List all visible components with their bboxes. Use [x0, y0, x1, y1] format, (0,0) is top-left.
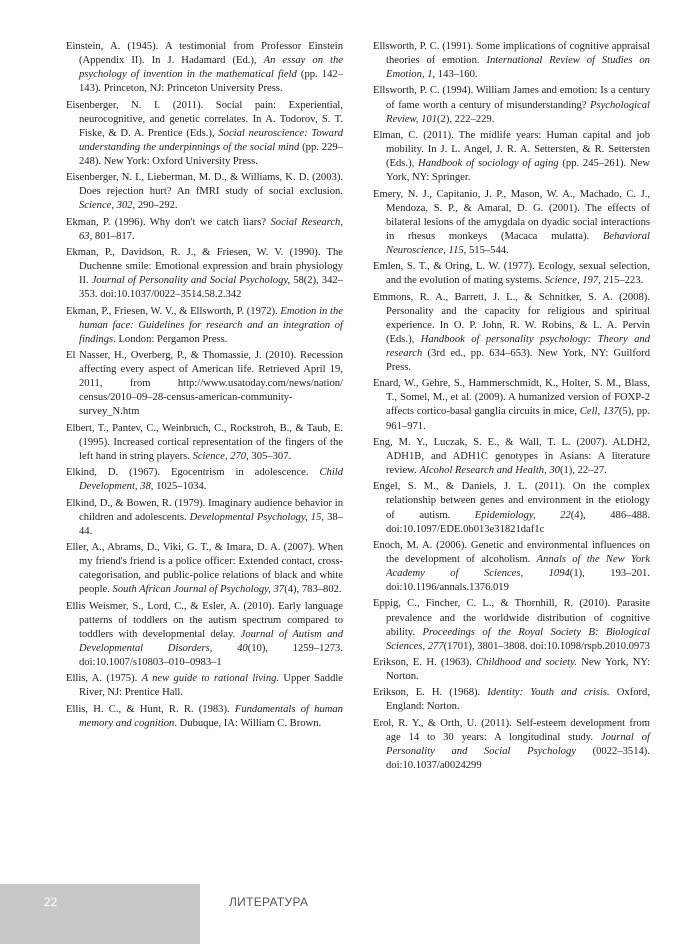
reference-pre: Emmons, R. A., Barrett, J. L., & Schnitker, S. A. (2008). Personality and the capacity for religious and spiritual experience. In O. P. John, R. W. Robins, & L. A. Pervin (Eds.),	[373, 291, 650, 345]
reference-entry	[66, 349, 343, 419]
reference-em: Epidemiology, 22	[474, 509, 571, 521]
reference-em: Fundamentals of human memory and cognition	[79, 703, 343, 729]
reference-entry	[66, 422, 343, 464]
reference-em: Child Development, 38	[79, 467, 343, 493]
reference-entry	[373, 129, 650, 185]
reference-pre: Erikson, E. H. (1968).	[373, 687, 488, 699]
reference-entry	[373, 656, 650, 684]
page-footer	[0, 884, 700, 944]
reference-pre: Ellis, H. C., & Hunt, R. R. (1983).	[66, 703, 235, 715]
reference-entry	[66, 541, 343, 597]
reference-post: , 215–223.	[598, 275, 644, 287]
reference-post: (1), 22–27.	[559, 465, 607, 477]
reference-entry	[66, 305, 343, 347]
reference-pre: Ekman, P., Friesen, W. V., & Ellsworth, P. (1972).	[66, 305, 281, 317]
reference-em: Handbook of sociology of aging	[418, 158, 559, 170]
reference-pre: Ellsworth, P. C. (1994). William James and emotion: Is a century of fame worth a century of misunderstanding?	[373, 85, 650, 111]
reference-post: Upper Saddle River, NJ: Prentice Hall.	[79, 673, 344, 699]
reference-pre: Elkind, D., & Bowen, R. (1979). Imaginary audience behavior in children and adolescents.	[66, 497, 343, 523]
reference-pre: Ellis, A. (1975).	[66, 673, 142, 685]
reference-post: (0022–3514). doi:10.1037/a0024299	[386, 745, 650, 772]
reference-entry	[66, 466, 343, 494]
reference-column-right	[373, 40, 650, 860]
reference-em: Annals of the New York Academy of Sciences, 1094	[386, 553, 651, 580]
reference-entry	[373, 260, 650, 288]
reference-post: New York, NY: Norton.	[386, 657, 651, 683]
reference-entry	[373, 40, 650, 82]
reference-post: , 515–544.	[463, 244, 509, 256]
reference-entry	[66, 99, 343, 169]
reference-entry	[373, 84, 650, 126]
reference-pre: Enard, W., Gehre, S., Hammerschmidt, K., Holter, S. M., Blass, T., Somel, M., et al. (2009). A humanized version of FOXP-2 affects cortico-basal ganglia circuits in mice,	[373, 378, 650, 418]
page-number-box	[0, 884, 200, 944]
section-title: ЛИТЕРАТУРА	[229, 895, 309, 909]
reference-pre: Eisenberger, N. I., Lieberman, M. D., & Williams, K. D. (2003). Does rejection hurt? An fMRI study of social exclusion.	[66, 172, 343, 198]
reference-pre: Enoch, M. A. (2006). Genetic and environmental influences on the development of alcoholism.	[373, 539, 650, 565]
reference-post: (pp. 229–248). New York: Oxford University Press.	[79, 141, 343, 167]
reference-em: Journal of Personality and Social Psychology	[386, 731, 650, 757]
reference-em: An essay on the psychology of invention in the mathematical field	[79, 55, 343, 81]
reference-pre: Ellsworth, P. C. (1991). Some implications of cognitive appraisal theories of emotion.	[373, 41, 650, 67]
reference-entry	[373, 539, 650, 595]
reference-post: , 1025–1034.	[150, 481, 207, 493]
reference-post: . Dubuque, IA: William C. Brown.	[174, 717, 322, 729]
reference-pre: Eng, M. Y., Luczak, S. E., & Wall, T. L. (2007). ALDH2, ADH1B, and ADH1C genotypes in Asians: A literature review.	[373, 436, 650, 477]
reference-pre: El Nasser, H., Overberg, P., & Thomassie, J. (2010). Recession affecting every aspect of American life. Retrieved April 19, 2011, from http://www.usatoday.com/news/nation/ census/2010–09–28-census-american-community-survey_N.htm	[66, 350, 343, 418]
reference-pre: Erol, R. Y., & Orth, U. (2011). Self-esteem development from age 14 to 30 years: A longitudinal study.	[373, 717, 650, 743]
reference-entry	[373, 686, 650, 714]
reference-em: Identity: Youth and crisis.	[487, 687, 610, 699]
reference-em: Cell, 137	[579, 406, 619, 418]
reference-pre: Elman, C. (2011). The midlife years: Human capital and job mobility. In J. L. Angel, J. R. A. Settersten, & R. Settersten (Eds.),	[373, 129, 650, 170]
reference-em: Social neuroscience: Toward understanding the underpinnings of the social mind	[79, 127, 343, 153]
reference-post: 58(2), 342–353. doi:10.1037/0022–3514.58.2.342	[79, 275, 343, 301]
reference-pre: Ekman, P. (1996). Why don't we catch liars?	[66, 216, 271, 228]
reference-em: Science, 302	[79, 200, 133, 212]
reference-post: , 801–817.	[89, 230, 135, 242]
reference-post: (2), 222–229.	[437, 113, 495, 125]
reference-post: (4), 486–488. doi:10.1097/EDE.0b013e31821daf1c	[386, 509, 650, 535]
reference-pre: Elkind, D. (1967). Egocentrism in adolescence.	[66, 467, 320, 479]
reference-post: , 290–292.	[132, 200, 178, 212]
reference-pre: Eller, A., Abrams, D., Viki, G. T., & Imara, D. A. (2007). When my friend's friend is a police officer: Extended contact, cross-categorisation, and public-police relations of black and white people.	[66, 542, 343, 596]
reference-entry	[373, 597, 650, 653]
reference-entry	[373, 291, 650, 376]
reference-entry	[66, 672, 343, 700]
reference-post: (1), 193–201. doi:10.1196/annals.1376.019	[386, 568, 650, 594]
reference-em: Developmental Psychology, 15	[189, 511, 322, 523]
reference-post: (5), pp. 961–971.	[386, 406, 650, 432]
reference-entry	[373, 377, 650, 433]
reference-entry	[66, 216, 343, 244]
reference-pre: Eppig, C., Fincher, C. L., & Thornhill, R. (2010). Parasite prevalence and the worldwide distribution of cognitive ability.	[373, 598, 650, 638]
reference-em: Alcohol Research and Health, 30	[419, 465, 560, 477]
page-number: 22	[44, 895, 58, 909]
reference-em: Behavioral Neuroscience, 115	[386, 230, 650, 256]
reference-list	[66, 40, 650, 860]
reference-em: International Review of Studies on Emotion, 1	[386, 55, 650, 81]
reference-post: (4), 783–802.	[284, 584, 342, 596]
reference-entry	[373, 188, 650, 258]
reference-entry	[373, 436, 650, 478]
reference-pre: Elbert, T., Pantev, C., Weinbruch, C., Rockstroh, B., & Taub, E. (1995). Increased cortical representation of the fingers of the left hand in string players.	[66, 422, 343, 462]
reference-entry	[66, 600, 343, 670]
reference-pre: Einstein, A. (1945). A testimonial from Professor Einstein (Appendix II). In J. Hadamard (Ed.),	[66, 41, 343, 67]
reference-post: , 143–160.	[432, 69, 478, 81]
reference-entry	[66, 246, 343, 302]
reference-pre: Emlen, S. T., & Oring, L. W. (1977). Ecology, sexual selection, and the evolution of mating systems.	[373, 261, 650, 287]
reference-entry	[373, 717, 650, 773]
reference-pre: Erikson, E. H. (1963).	[373, 657, 477, 668]
reference-entry	[373, 480, 650, 536]
reference-em: Journal of Autism and Developmental Disorders, 40	[79, 628, 343, 654]
reference-post: (pp. 142–143). Princeton, NJ: Princeton University Press.	[79, 69, 343, 95]
reference-entry	[66, 497, 343, 539]
reference-post: . London: Pergamon Press.	[113, 333, 228, 345]
reference-post: Oxford, England: Norton.	[386, 687, 650, 713]
reference-post: (pp. 245–261). New York, NY: Springer.	[386, 158, 650, 184]
reference-entry	[66, 171, 343, 213]
reference-post: , 38–44.	[79, 511, 343, 537]
reference-pre: Ellis Weismer, S., Lord, C., & Esler, A. (2010). Early language patterns of toddlers on the autism spectrum compared to toddlers with developmental delay.	[66, 600, 343, 640]
reference-pre: Ekman, P., Davidson, R. J., & Friesen, W. V. (1990). The Duchenne smile: Emotional expression and brain physiology II.	[66, 247, 343, 287]
reference-pre: Engel, S. M., & Daniels, J. L. (2011). On the complex relationship between genes and environment in the etiology of autism.	[373, 481, 650, 521]
reference-post: (1701), 3801–3808. doi:10.1098/rspb.2010.0973	[443, 640, 650, 652]
reference-entry	[66, 703, 343, 731]
reference-post: (10), 1259–1273. doi:10.1007/s10803–010–0983–1	[79, 642, 343, 668]
reference-em: Journal of Personality and Social Psychology,	[91, 275, 294, 287]
reference-column-left	[66, 40, 343, 860]
reference-em: Science, 197	[544, 275, 599, 287]
reference-post: (3rd ed., pp. 634–653). New York, NY: Guilford Press.	[386, 347, 650, 373]
reference-pre: Eisenberger, N. I. (2011). Social pain: Experiential, neurocognitive, and genetic correlates. In A. Todorov, S. T. Fiske, & D. A. Prentice (Eds.),	[66, 99, 343, 139]
reference-entry	[66, 40, 343, 96]
reference-em: Psychological Review, 101	[386, 99, 650, 125]
reference-em: Social Research, 63	[79, 216, 343, 242]
reference-em: Handbook of personality psychology: Theory and research	[386, 333, 650, 359]
reference-post: , 305–307.	[246, 450, 292, 462]
reference-em: South African Journal of Psychology, 37	[112, 584, 285, 596]
reference-em: Emotion in the human face: Guidelines for research and an integration of findings	[79, 305, 343, 345]
reference-em: Proceedings of the Royal Society B: Biological Sciences, 277	[386, 626, 650, 652]
reference-em: Science, 270	[192, 450, 247, 462]
reference-em: A new guide to rational living.	[141, 673, 280, 685]
reference-pre: Emery, N. J., Capitanio, J. P., Mason, W. A., Machado, C. J., Mendoza, S. P., & Amaral, D. G. (2001). The effects of bilateral lesions of the amygdala on dyadic social interactions in rhesus monkeys (Macaca mulatta).	[373, 188, 650, 242]
reference-em: Childhood and society.	[476, 657, 577, 668]
